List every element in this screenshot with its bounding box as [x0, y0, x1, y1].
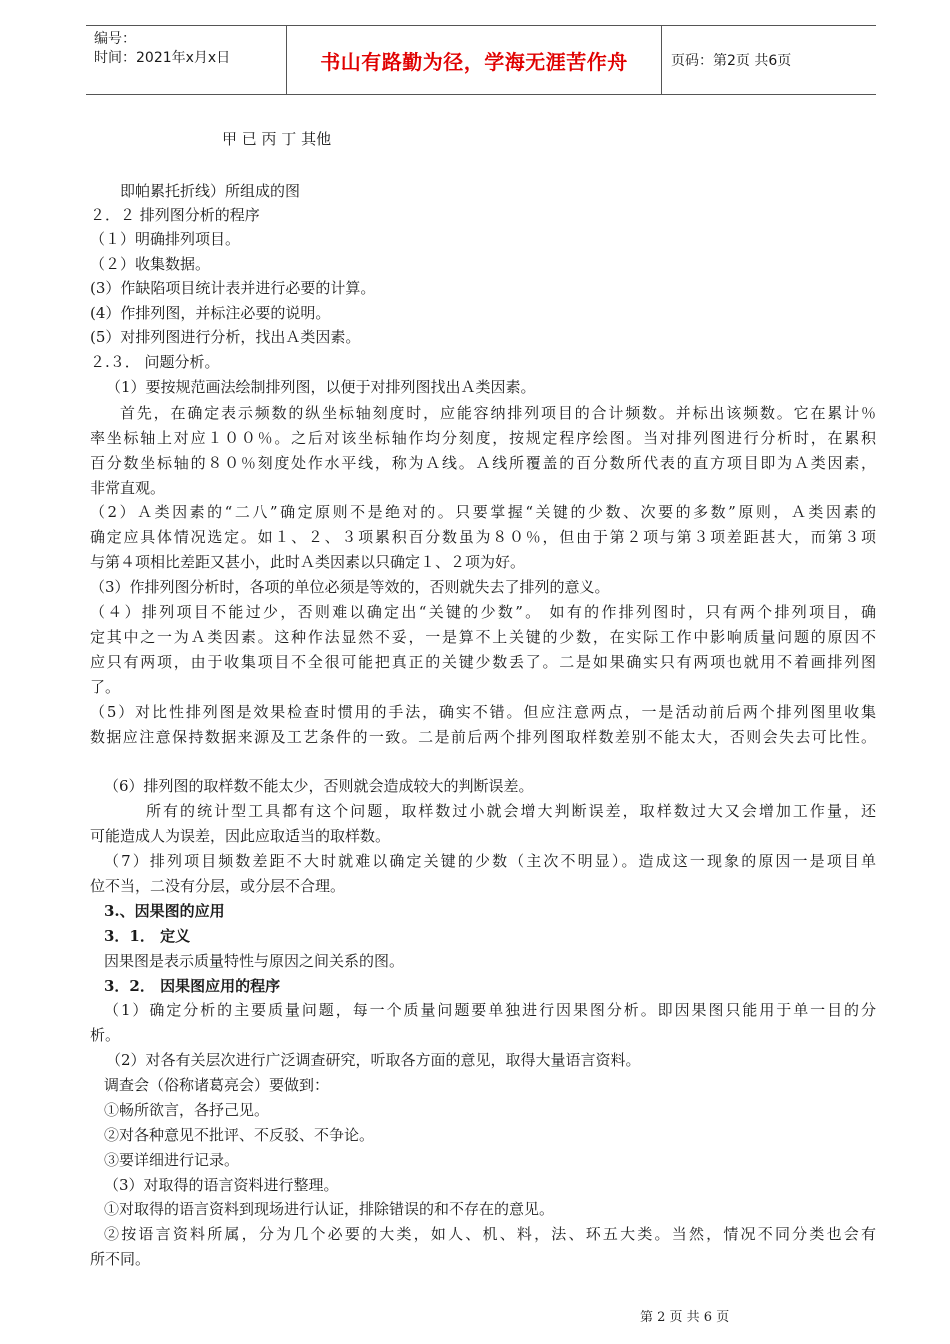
section-heading: ２．２ 排列图分析的程序 — [90, 206, 260, 224]
list-item: (3）作缺陷项目统计表并进行必要的计算。 — [90, 279, 376, 297]
time-label: 时间：2021年x月x日 — [94, 50, 231, 66]
header-meta — [86, 26, 286, 94]
paragraph-line: 析。 — [90, 1026, 121, 1044]
page-info: 页码：第2页 共6页 — [671, 53, 792, 69]
header-page-cell — [661, 26, 876, 94]
header-motto-cell — [286, 26, 662, 94]
list-item: ③要详细进行记录。 — [104, 1151, 240, 1169]
list-item: ①对取得的语言资料到现场进行认证，排除错误的和不存在的意见。 — [104, 1200, 555, 1218]
list-item: (4）作排列图，并标注必要的说明。 — [90, 304, 331, 322]
list-item: ②按语言资料所属，分为几个必要的大类，如人、机、料，法、环五大类。当然，情况不同分类也会有 — [104, 1225, 876, 1243]
paragraph-line: 因果图是表示质量特性与原因之间关系的图。 — [104, 952, 405, 970]
paragraph-line: 与第４项相比差距又甚小，此时Ａ类因素以只确定１、２项为好。 — [90, 553, 526, 571]
paragraph-line: （1）要按规范画法绘制排列图，以便于对排列图找出Ａ类因素。 — [106, 378, 536, 396]
page-header — [86, 25, 876, 95]
paragraph-line: 确定应具体情况选定。如１、２、３项累积百分数虽为８０％，但由于第２项与第３项差距甚大，而第３项 — [90, 528, 876, 546]
paragraph-line: （6）排列图的取样数不能太少，否则就会造成较大的判断误差。 — [104, 777, 534, 795]
paragraph-line: （3）对取得的语言资料进行整理。 — [104, 1176, 339, 1194]
list-item: ①畅所欲言，各抒己见。 — [104, 1101, 270, 1119]
section-heading: ２.３． 问题分析。 — [90, 353, 220, 371]
page-footer: 第 2 页 共 6 页 — [640, 1310, 730, 1325]
paragraph-line: 百分数坐标轴的８０％刻度处作水平线，称为Ａ线。Ａ线所覆盖的百分数所代表的直方项目即为Ａ类因素， — [90, 454, 876, 472]
paragraph-line: （3）作排列图分析时，各项的单位必须是等效的，否则就失去了排列的意义。 — [90, 578, 610, 596]
paragraph-line: （1）确定分析的主要质量问题，每一个质量问题要单独进行因果图分析。即因果图只能用于单一目的分 — [104, 1001, 876, 1019]
paragraph-line: （４）排列项目不能过少，否则难以确定出“关键的少数”。 如有的作排列图时，只有两个排列项目，确 — [90, 603, 876, 621]
paragraph-line: 所不同。 — [90, 1250, 151, 1268]
paragraph-line: 定其中之一为Ａ类因素。这种作法显然不妥，一是算不上关键的少数，在实际工作中影响质量问题的原因不 — [90, 628, 876, 646]
number-label: 编号： — [94, 31, 136, 47]
paragraph-line: （2）对各有关层次进行广泛调查研究，听取各方面的意见，取得大量语言资料。 — [106, 1051, 641, 1069]
paragraph-line: 所有的统计型工具都有这个问题，取样数过小就会增大判断误差，取样数过大又会增加工作量，还 — [146, 802, 876, 820]
list-item: ②对各种意见不批评、不反驳、不争论。 — [104, 1126, 375, 1144]
paragraph-line: 位不当，二没有分层，或分层不合理。 — [90, 877, 346, 895]
paragraph-line: 首先，在确定表示频数的纵坐标轴刻度时，应能容纳排列项目的合计频数。并标出该频数。它在累计％ — [120, 404, 876, 422]
section-heading: 3.、因果图的应用 — [104, 902, 225, 920]
list-item: （２）收集数据。 — [90, 255, 211, 273]
list-item: （１）明确排列项目。 — [90, 230, 241, 248]
paragraph-line: 应只有两项，由于收集项目不全很可能把真正的关键少数丢了。二是如果确实只有两项也就用不着画排列图 — [90, 653, 876, 671]
list-item: (5）对排列图进行分析，找出Ａ类因素。 — [90, 328, 361, 346]
chart-category-labels: 甲 已 丙 丁 其他 — [222, 130, 332, 148]
motto: 书山有路勤为径，学海无涯苦作舟 — [320, 49, 628, 74]
section-heading: 3．1． 定义 — [104, 927, 191, 945]
paragraph-line: 可能造成人为误差，因此应取适当的取样数。 — [90, 827, 391, 845]
paragraph-line: 即帕累托折线）所组成的图 — [120, 182, 301, 200]
paragraph-line: 调查会（俗称诸葛亮会）要做到： — [104, 1076, 330, 1094]
paragraph-line: 数据应注意保持数据来源及工艺条件的一致。二是前后两个排列图取样数差别不能太大，否则会失去可比性。 — [90, 728, 876, 746]
paragraph-line: 了。 — [90, 678, 121, 696]
paragraph-line: 率坐标轴上对应１００％。之后对该坐标轴作均分刻度，按规定程序绘图。当对排列图进行分析时，在累积 — [90, 429, 876, 447]
paragraph-line: （2）Ａ类因素的“二八”确定原则不是绝对的。只要掌握“关键的少数、次要的多数”原则，Ａ类因素的 — [90, 503, 876, 521]
section-heading: 3．2． 因果图应用的程序 — [104, 977, 281, 995]
paragraph-line: （7）排列项目频数差距不大时就难以确定关键的少数（主次不明显）。造成这一现象的原因一是项目单 — [104, 852, 876, 870]
paragraph-line: （5）对比性排列图是效果检查时惯用的手法，确实不错。但应注意两点，一是活动前后两个排列图里收集 — [90, 703, 876, 721]
paragraph-line: 非常直观。 — [90, 479, 166, 497]
